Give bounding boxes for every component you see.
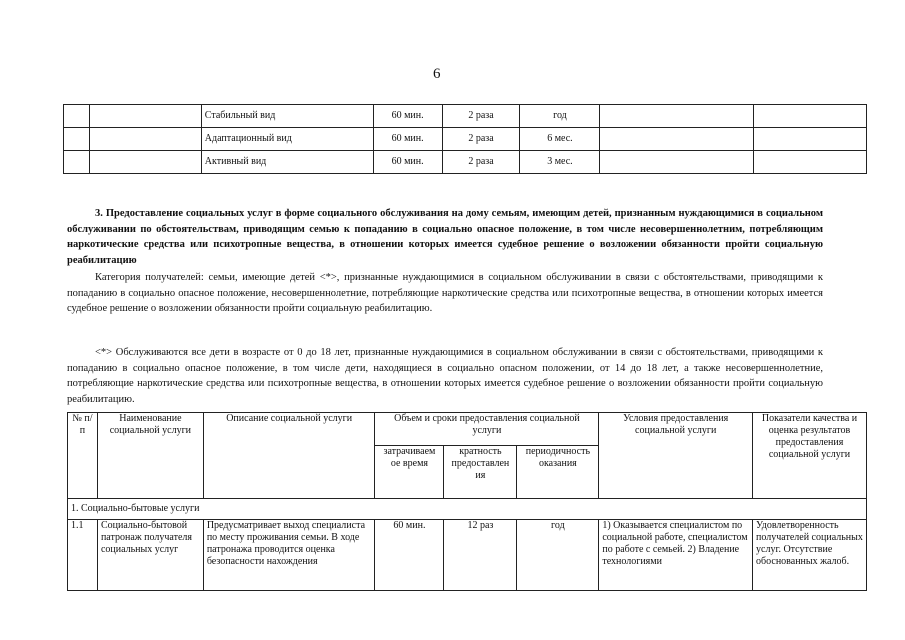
table-row: Активный вид 60 мин. 2 раза 3 мес. [64, 151, 867, 174]
table-row: Адаптационный вид 60 мин. 2 раза 6 мес. [64, 128, 867, 151]
row-conditions: 1) Оказывается специалистом по социальной работе, специалистом по работе с семьей. 2) Владение технологиями [599, 520, 753, 591]
header-num: № п/п [68, 413, 98, 499]
page-number: 6 [433, 66, 441, 82]
top-table [63, 104, 867, 174]
header-periodicity: периодичность оказания [517, 446, 599, 499]
recipients-paragraph: Категория получателей: семьи, имеющие детей <*>, признанные нуждающимися в социальном обслуживании в связи с обстоятельствами, приводящими к попаданию в социально опасное положение, несовершеннолетние, потребляющие наркотические средства или психотропные вещества, в отношении которых имеется судебное решение о возложении обязанности пройти социальную реабилитацию. [67, 272, 823, 314]
header-conditions: Условия предоставления социальной услуги [599, 413, 753, 499]
header-volume: Объем и сроки предоставления социальной услуги [375, 413, 599, 446]
table-row: Стабильный вид 60 мин. 2 раза год [64, 105, 867, 128]
section-heading: 3. Предоставление социальных услуг в форме социального обслуживания на дому семьям, имеющим детей, признанным нуждающимися в социальном обслуживании по обстоятельствам, приводящим семью к попаданию в социально опасное положение, в том числе несовершеннолетним, потребляющим наркотические средства или психотропные вещества, в отношении которых имеется судебное решение о возложении обязанности пройти социальную реабилитацию [67, 208, 823, 266]
row-frequency: 12 раз [444, 520, 517, 591]
header-row [68, 413, 867, 446]
header-name: Наименование социальной услуги [97, 413, 203, 499]
row-periodicity: год [517, 520, 599, 591]
header-frequency: кратность предоставлен ия [444, 446, 517, 499]
row-num: 1.1 [68, 520, 98, 591]
header-quality: Показатели качества и оценка результатов предоставления социальной услуги [753, 413, 867, 499]
row-quality: Удовлетворенность получателей социальных услуг. Отсутствие обоснованных жалоб. [753, 520, 867, 591]
services-table [67, 412, 867, 591]
row-time: 60 мин. [375, 520, 444, 591]
type-cell: Активный вид [201, 151, 373, 174]
type-cell: Адаптационный вид [201, 128, 373, 151]
footnote-paragraph: <*> Обслуживаются все дети в возрасте от 0 до 18 лет, признанные нуждающимися в социальном обслуживании в связи с обстоятельствами, приводящими к попаданию в социально опасное положение, в том числе дети, находящиеся в социально опасном положении, от 14 до 18 лет, а также несовершеннолетние, потребляющие наркотические средства или психотропные вещества, в отношении которых имеется судебное решение о возложении обязанности пройти социальную реабилитацию. [67, 347, 823, 405]
row-name: Социально-бытовой патронаж получателя социальных услуг [97, 520, 203, 591]
header-time-spent: затрачиваем ое время [375, 446, 444, 499]
header-description: Описание социальной услуги [203, 413, 375, 499]
type-cell: Стабильный вид [201, 105, 373, 128]
section-title: 1. Социально-бытовые услуги [68, 499, 867, 520]
section-row [68, 499, 867, 520]
row-description: Предусматривает выход специалиста по месту проживания семьи. В ходе патронажа проводится оценка безопасности нахождения [203, 520, 375, 591]
table-row [68, 520, 867, 591]
